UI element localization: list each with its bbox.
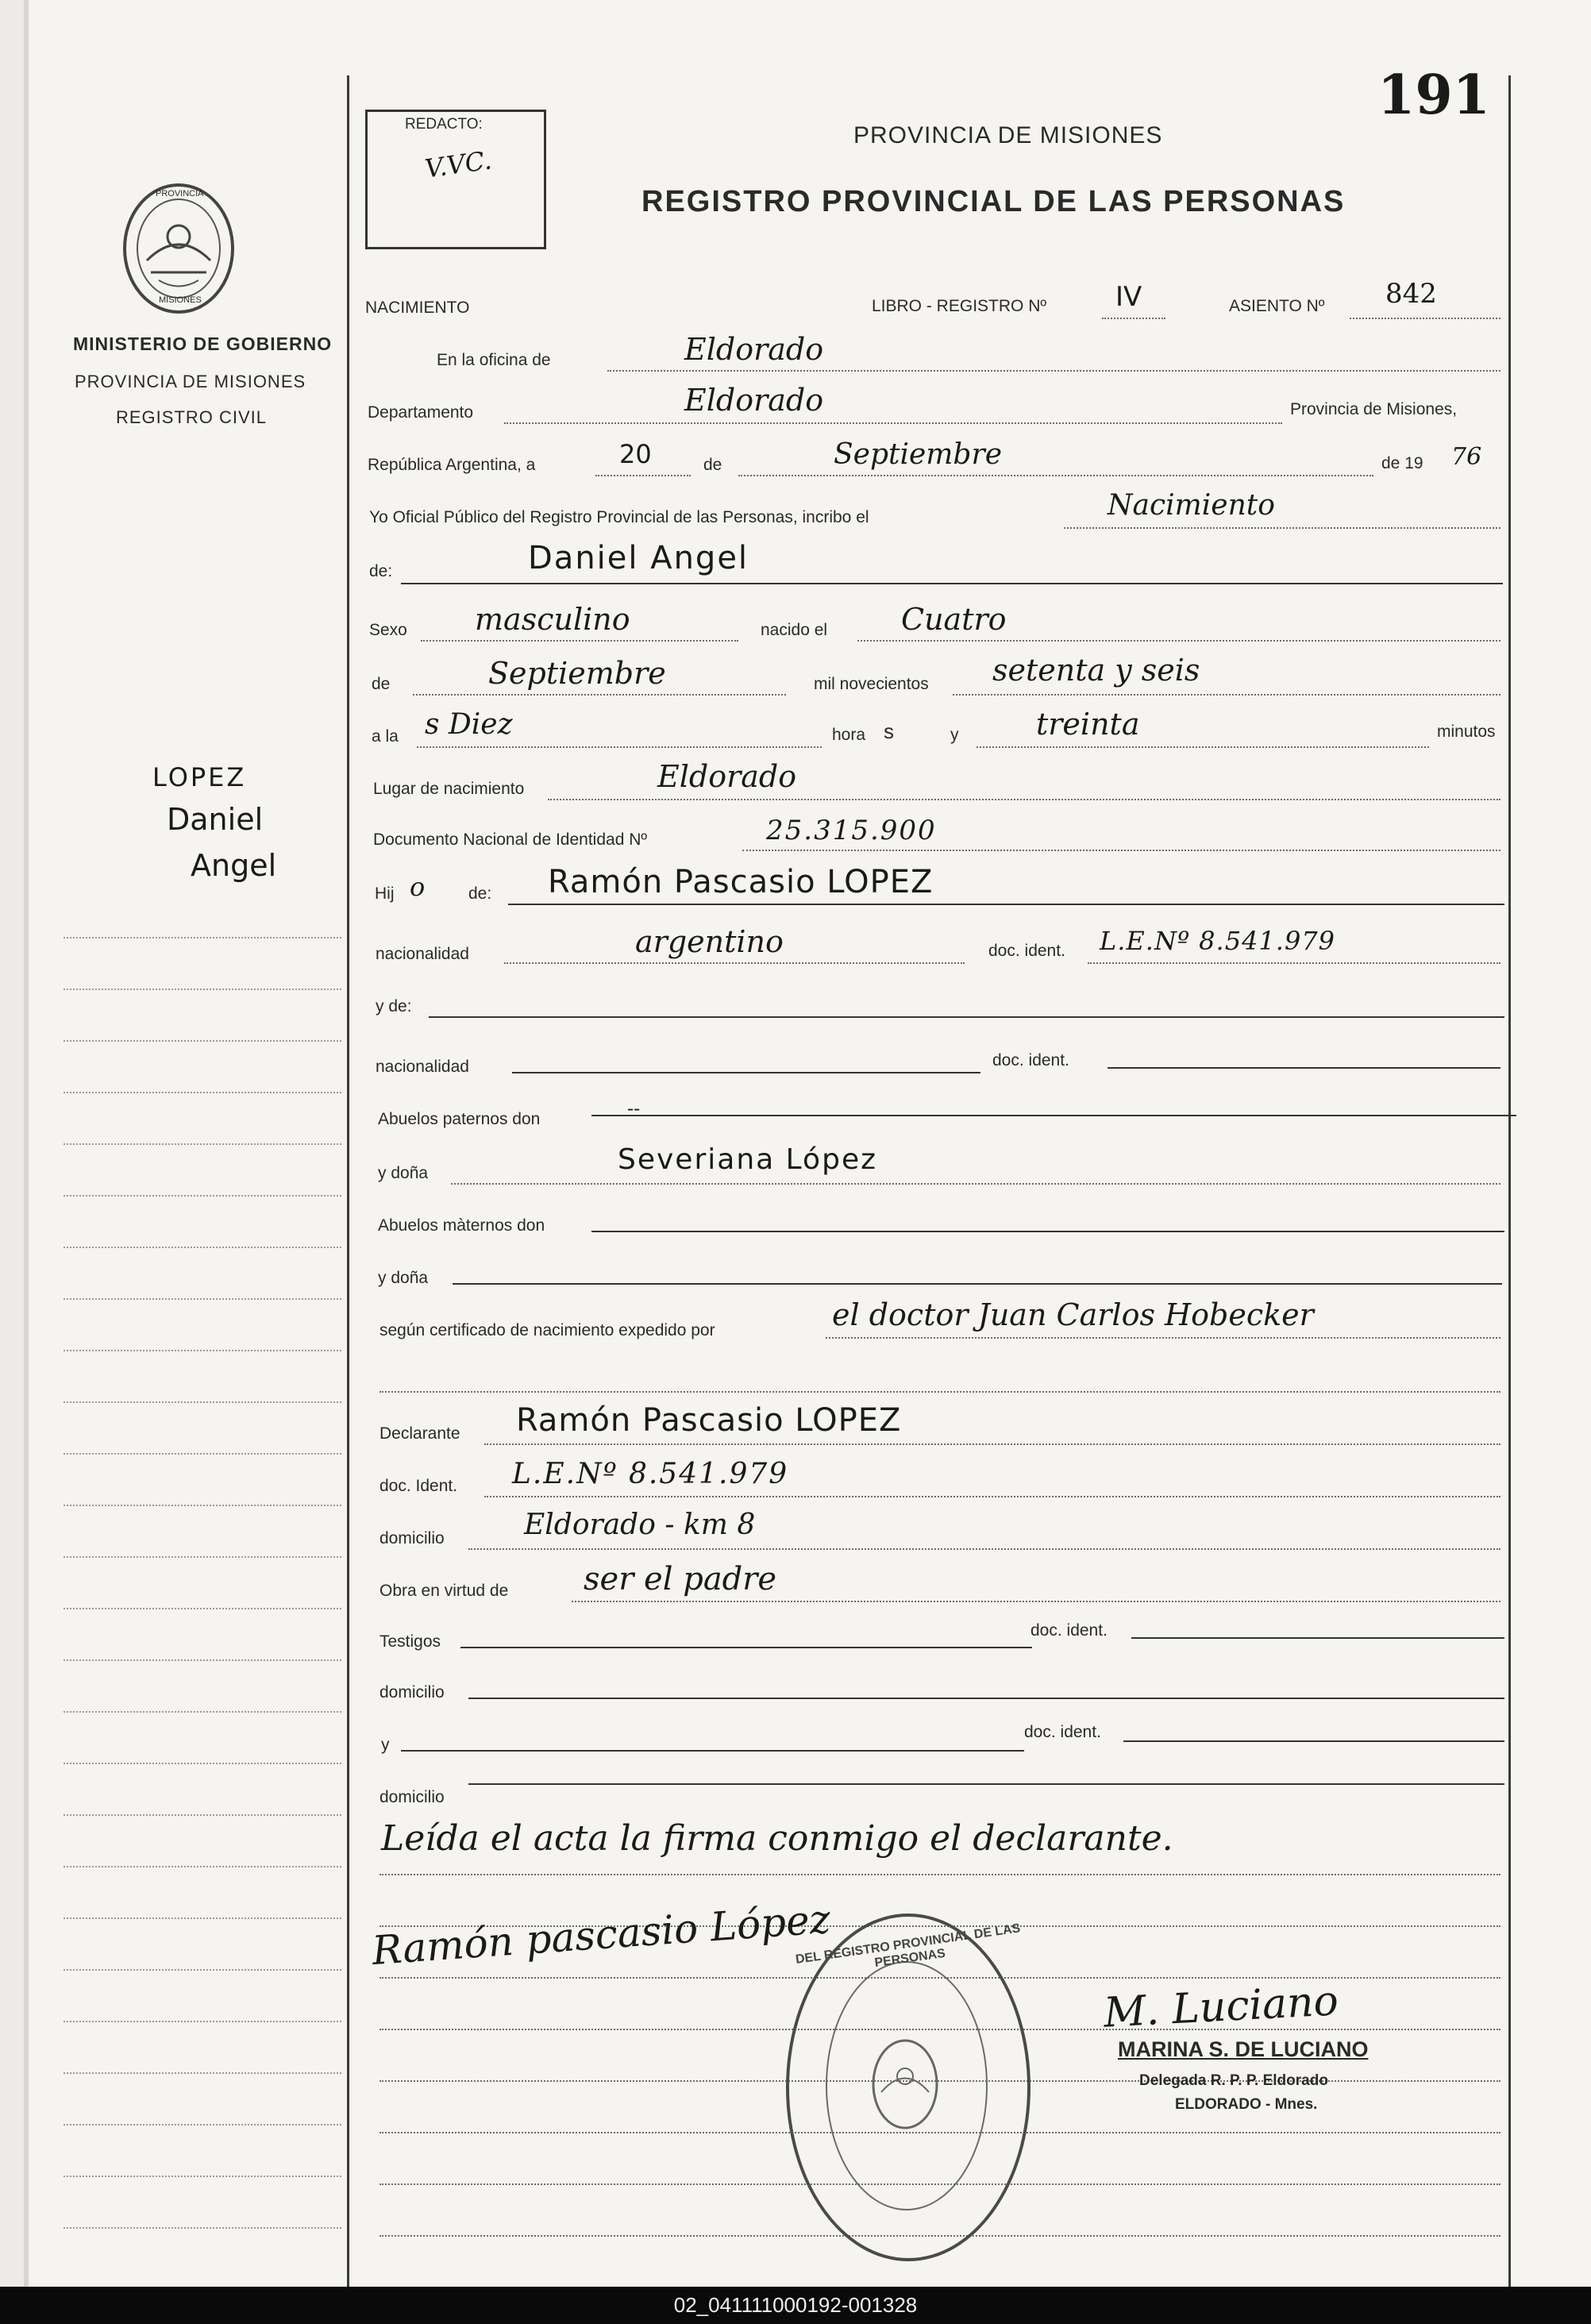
margin-rule (64, 1659, 341, 1661)
archive-id-bar: 02_041111000192-001328 (0, 2287, 1591, 2324)
act-type-value: Nacimiento (1108, 489, 1275, 522)
margin-rule (64, 1453, 341, 1455)
margin-rule (64, 1350, 341, 1351)
witness-1-doc-label: doc. ident. (1030, 1621, 1108, 1640)
margin-rule (64, 2124, 341, 2126)
margin-divider (347, 75, 349, 2287)
father-nationality-line (504, 962, 965, 964)
month-de-label: de (703, 456, 722, 474)
witness-1-doc-line (1131, 1637, 1504, 1639)
witness-2-doc-label: doc. ident. (1024, 1723, 1101, 1741)
year-value: 76 (1451, 443, 1482, 471)
month-value: Septiembre (834, 438, 1002, 471)
asiento-label: ASIENTO Nº (1229, 297, 1325, 315)
mother-line (429, 1016, 1504, 1018)
margin-rule (64, 1505, 341, 1506)
margin-rule (64, 1969, 341, 1971)
hijo-label: Hij (375, 885, 395, 903)
declarante-address-value: Eldorado - km 8 (524, 1509, 756, 1541)
certificate-label: según certificado de nacimiento expedido por (379, 1321, 715, 1339)
year-label: de 19 (1381, 454, 1423, 472)
dni-label: Documento Nacional de Identidad Nº (373, 831, 648, 849)
witness-2-label: y (381, 1736, 390, 1754)
provincia-suffix: Provincia de Misiones, (1290, 400, 1458, 418)
asiento-line (1350, 318, 1500, 319)
minutos-label: minutos (1437, 723, 1496, 741)
witness-2-address-line (468, 1783, 1504, 1785)
mother-doc-label: doc. ident. (992, 1051, 1069, 1070)
departamento-label: Departamento (368, 403, 474, 422)
witness-1-address-line (468, 1698, 1504, 1699)
maternal-grandfather-line (591, 1231, 1504, 1232)
page-number: 191 (1377, 64, 1490, 127)
hijo-suffix: o (410, 872, 426, 902)
margin-rule (64, 1556, 341, 1558)
nacido-line (857, 640, 1500, 642)
father-name-value: Ramón Pascasio LOPEZ (548, 864, 934, 900)
header-title: REGISTRO PROVINCIAL DE LAS PERSONAS (641, 185, 1346, 218)
witness-2-line (401, 1750, 1024, 1752)
witness-2-doc-line (1123, 1740, 1504, 1742)
hora-plural-s: s (884, 719, 894, 743)
official-title: Delegada R. P. P. Eldorado (1139, 2072, 1328, 2089)
ruled-line (379, 1874, 1500, 1875)
father-doc-line (1088, 962, 1500, 964)
mother-nationality-label: nacionalidad (376, 1058, 469, 1076)
declarante-signature: Ramón pascasio López (370, 1895, 832, 1975)
minutes-value: treinta (1036, 707, 1140, 742)
margin-rule (64, 1763, 341, 1764)
father-doc-value: L.E.Nº 8.541.979 (1100, 926, 1336, 956)
certificate-line-2 (379, 1391, 1500, 1393)
day-line (595, 475, 691, 476)
declarante-doc-value: L.E.Nº 8.541.979 (512, 1458, 789, 1490)
name-line (401, 583, 1503, 584)
redacto-label: REDACTO: (405, 116, 483, 133)
margin-rule (64, 1143, 341, 1145)
margin-rule (64, 1608, 341, 1609)
dni-line (742, 850, 1500, 851)
paternal-grandmother-line (451, 1183, 1500, 1185)
declarante-address-line (468, 1548, 1500, 1550)
departamento-line (504, 422, 1282, 424)
y-label: y (950, 726, 959, 744)
mother-doc-line (1108, 1067, 1500, 1069)
margin-name-second: Angel (191, 848, 277, 883)
certificate-value: el doctor Juan Carlos Hobecker (832, 1297, 1314, 1332)
father-line (508, 904, 1504, 905)
child-name-value: Daniel Angel (528, 540, 749, 576)
margin-rule (64, 2227, 341, 2229)
seal-label-bottom: MISIONES (159, 295, 202, 305)
witness-1-line (460, 1647, 1032, 1648)
margin-rule (64, 1401, 341, 1403)
witness-2-address-label: domicilio (379, 1788, 445, 1806)
official-place: ELDORADO - Mnes. (1175, 2096, 1318, 2113)
official-name: MARINA S. DE LUCIANO (1118, 2037, 1369, 2061)
sexo-line (421, 640, 738, 642)
day-value: 20 (619, 439, 652, 469)
libro-line (1102, 318, 1165, 319)
redacto-value: V.VC. (422, 145, 494, 184)
paternal-grandmother-label: y doña (378, 1164, 429, 1182)
mother-de-label: y de: (376, 997, 412, 1016)
certificate-line (826, 1337, 1500, 1339)
asiento-value: 842 (1385, 278, 1437, 310)
lugar-value: Eldorado (657, 759, 797, 794)
margin-rule (64, 1092, 341, 1093)
birth-month-de-label: de (372, 675, 391, 693)
declarante-line (484, 1443, 1500, 1445)
libro-label: LIBRO - REGISTRO Nº (872, 297, 1047, 315)
declarante-value: Ramón Pascasio LOPEZ (516, 1402, 902, 1439)
paternal-grandmother-value: Severiana López (618, 1143, 877, 1176)
father-nationality-value: argentino (635, 924, 784, 959)
margin-rule (64, 2072, 341, 2074)
margin-rule (64, 1711, 341, 1713)
birth-year-value: setenta y seis (992, 653, 1200, 688)
margin-rule (64, 2021, 341, 2022)
departamento-value: Eldorado (684, 383, 824, 418)
maternal-grandmother-label: y doña (378, 1269, 429, 1287)
republica-label: República Argentina, a (368, 456, 536, 474)
margin-rule (64, 937, 341, 938)
paternal-grandfather-label: Abuelos paternos don (378, 1110, 541, 1128)
stamp-text: DEL REGISTRO PROVINCIAL DE LAS PERSONAS (795, 1921, 1022, 1971)
margin-rule (64, 1298, 341, 1300)
sexo-label: Sexo (369, 621, 407, 639)
hour-value: s Diez (425, 708, 513, 741)
lugar-line (548, 799, 1500, 800)
maternal-grandmother-line (453, 1283, 1502, 1285)
month-line (738, 475, 1373, 476)
birth-year-line (953, 694, 1500, 696)
hour-line (417, 746, 822, 748)
margin-rule (64, 1814, 341, 1816)
margin-rule (64, 1040, 341, 1042)
paternal-grandfather-value: -- (627, 1097, 641, 1120)
declarante-address-label: domicilio (379, 1529, 445, 1547)
minutes-line (977, 746, 1429, 748)
name-de-label: de: (369, 562, 393, 580)
closing-statement: Leída el acta la firma conmigo el declarante. (381, 1818, 1173, 1859)
witness-1-address-label: domicilio (379, 1683, 445, 1702)
hijo-de-label: de: (468, 885, 492, 903)
margin-rule (64, 1917, 341, 1919)
oficina-line (607, 370, 1500, 372)
ministry-registry: REGISTRO CIVIL (116, 407, 268, 427)
paternal-grandfather-line (591, 1115, 1516, 1116)
maternal-grandfather-label: Abuelos màternos don (378, 1216, 545, 1235)
father-nationality-label: nacionalidad (376, 945, 469, 963)
margin-rule (64, 1866, 341, 1867)
dni-value: 25.315.900 (766, 815, 937, 846)
act-type-line (1064, 527, 1500, 529)
birth-month-line (413, 694, 786, 696)
declarante-label: Declarante (379, 1424, 460, 1443)
father-doc-label: doc. ident. (988, 942, 1065, 960)
nacido-label: nacido el (761, 621, 828, 639)
nacido-value: Cuatro (901, 602, 1007, 637)
margin-rule (64, 1195, 341, 1197)
margin-surname: LOPEZ (152, 762, 247, 792)
ministry-name: MINISTERIO DE GOBIERNO (73, 333, 333, 354)
seal-label-top: PROVINCIA (156, 189, 204, 198)
a-las-label: a la (372, 727, 399, 746)
official-signature: M. Luciano (1102, 1977, 1340, 2037)
page-edge (24, 0, 29, 2287)
stamp-emblem-icon (865, 2033, 945, 2136)
margin-rule (64, 989, 341, 990)
header-province: PROVINCIA DE MISIONES (853, 122, 1163, 148)
witnesses-label: Testigos (379, 1632, 441, 1651)
right-border (1508, 75, 1511, 2287)
capacity-line (572, 1601, 1500, 1602)
declarante-doc-line (484, 1496, 1500, 1497)
margin-rule (64, 1247, 341, 1248)
oficial-text: Yo Oficial Público del Registro Provincial de las Personas, incribo el (369, 508, 869, 526)
margin-rule (64, 2176, 341, 2177)
lugar-label: Lugar de nacimiento (373, 780, 525, 798)
capacity-label: Obra en virtud de (379, 1582, 509, 1600)
margin-name-first: Daniel (167, 802, 264, 837)
declarante-doc-label: doc. Ident. (379, 1477, 458, 1495)
hora-label: hora (832, 726, 866, 744)
ministry-province: PROVINCIA DE MISIONES (75, 372, 306, 391)
record-type-label: NACIMIENTO (365, 299, 470, 317)
oficina-value: Eldorado (684, 332, 824, 367)
mother-nationality-line (512, 1072, 980, 1073)
mil-label: mil novecientos (814, 675, 929, 693)
libro-value: IV (1115, 281, 1142, 313)
sexo-value: masculino (475, 602, 630, 637)
oficina-label: En la oficina de (437, 351, 551, 369)
birth-month-value: Septiembre (488, 656, 666, 691)
capacity-value: ser el padre (584, 1561, 777, 1598)
